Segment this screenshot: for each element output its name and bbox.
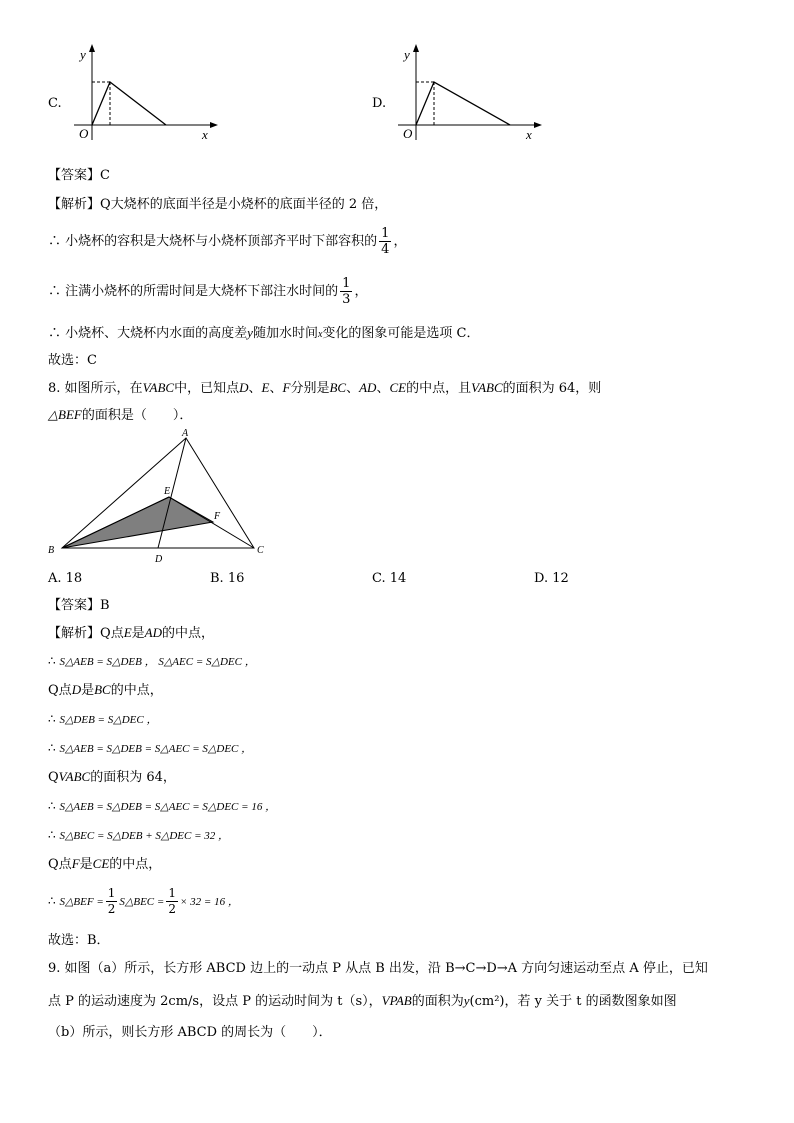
fraction-one-quarter: $\frac{1}{4}$ (381, 226, 390, 257)
q8-option-b: B. 16 (210, 571, 245, 586)
q8-option-d: D. 12 (534, 571, 569, 586)
segment-ad (158, 438, 186, 548)
triangle-figure (44, 428, 274, 568)
q7-conclusion: 故选：C (48, 353, 97, 368)
fraction-one-third: $\frac{1}{3}$ (342, 276, 351, 307)
q8-option-a: A. 18 (48, 571, 83, 586)
graph-d (394, 40, 544, 145)
q9-question-2: 点 P 的运动速度为 2cm/s，设点 P 的运动时间为 t（s），VPAB的面积为y(cm²)，若 y 关于 t 的函数图象如图 (48, 993, 677, 1009)
q8-eq-5: ∴ S△BEC = S△DEB + S△DEC = 32 ， (48, 828, 230, 842)
q8-eq-4: ∴ S△AEB = S△DEB = S△AEC = S△DEC = 16 ， (48, 799, 277, 813)
q8-analysis-2: Q点D是BC的中点， (48, 682, 163, 698)
fraction-one-half-b: $\frac{1}{2}$ (168, 886, 176, 916)
y-axis-arrow (89, 44, 95, 52)
shaded-triangle-bef (62, 497, 213, 548)
q8-eq-3: ∴ S△AEB = S△DEB = S△AEC = S△DEC ， (48, 741, 253, 755)
label-e: E (164, 486, 171, 497)
graph-line (416, 82, 510, 125)
x-label: x (202, 127, 208, 142)
fraction-one-half-a: $\frac{1}{2}$ (107, 886, 116, 916)
q8-conclusion: 故选：B． (48, 933, 110, 948)
y-label: y (80, 47, 86, 62)
graph-c (70, 40, 220, 145)
x-axis-arrow (534, 122, 542, 128)
q7-analysis-3: ∴ 注满小烧杯的所需时间是大烧杯下部注水时间的 $\frac{1}{3}$ ， (48, 276, 368, 307)
label-d: D (155, 554, 163, 565)
q9-question-3: （b）所示，则长方形 ABCD 的周长为（ ）． (48, 1025, 332, 1040)
x-axis-arrow (210, 122, 218, 128)
q9-question-1: 9. 如图（a）所示，长方形 ABCD 边上的一动点 P 从点 B 出发，沿 B→C→D→A 方向匀速运动至点 A 停止，已知 (48, 961, 708, 976)
q8-analysis-1: 【解析】Q点E是AD的中点， (48, 625, 215, 641)
q8-question-2: △BEF的面积是（ ）． (48, 407, 193, 423)
origin-label: O (403, 126, 413, 141)
option-c-label: C. (48, 96, 62, 111)
q8-eq-1: ∴ S△AEB = S△DEB ， S△AEC = S△DEC ， (48, 654, 256, 668)
q7-answer: 【答案】C (48, 168, 110, 183)
label-c: C (257, 545, 264, 556)
q7-analysis-2: ∴ 小烧杯的容积是大烧杯与小烧杯顶部齐平时下部容积的 $\frac{1}{4}$ ， (48, 226, 407, 257)
option-d-label: D. (372, 96, 387, 111)
q7-analysis-4: ∴ 小烧杯、大烧杯内水面的高度差y随加水时间x变化的图象可能是选项 C． (48, 325, 480, 341)
y-label: y (404, 47, 410, 62)
q8-question-1: 8. 如图所示，在VABC中，已知点D、E、F分别是BC、AD、CE的中点，且VABC的面积为 64，则 (48, 380, 602, 396)
q8-analysis-4: Q点F是CE的中点， (48, 856, 162, 872)
q8-eq-6: ∴ S△BEF = $\frac{1}{2}$ S△BEC = $\frac{1}{2}$ × 32 = 16 ， (48, 886, 239, 916)
q8-answer: 【答案】B (48, 598, 110, 613)
y-axis-arrow (413, 44, 419, 52)
q7-analysis-1: 【解析】Q大烧杯的底面半径是小烧杯的底面半径的 2 倍， (48, 197, 388, 212)
q8-option-c: C. 14 (372, 571, 407, 586)
graph-line (92, 82, 166, 125)
q8-eq-2: ∴ S△DEB = S△DEC ， (48, 712, 158, 726)
label-f: F (214, 511, 221, 522)
label-b: B (48, 545, 55, 556)
x-label: x (526, 127, 532, 142)
q8-analysis-3: QVABC的面积为 64， (48, 769, 176, 785)
label-a: A (182, 428, 189, 439)
origin-label: O (79, 126, 89, 141)
